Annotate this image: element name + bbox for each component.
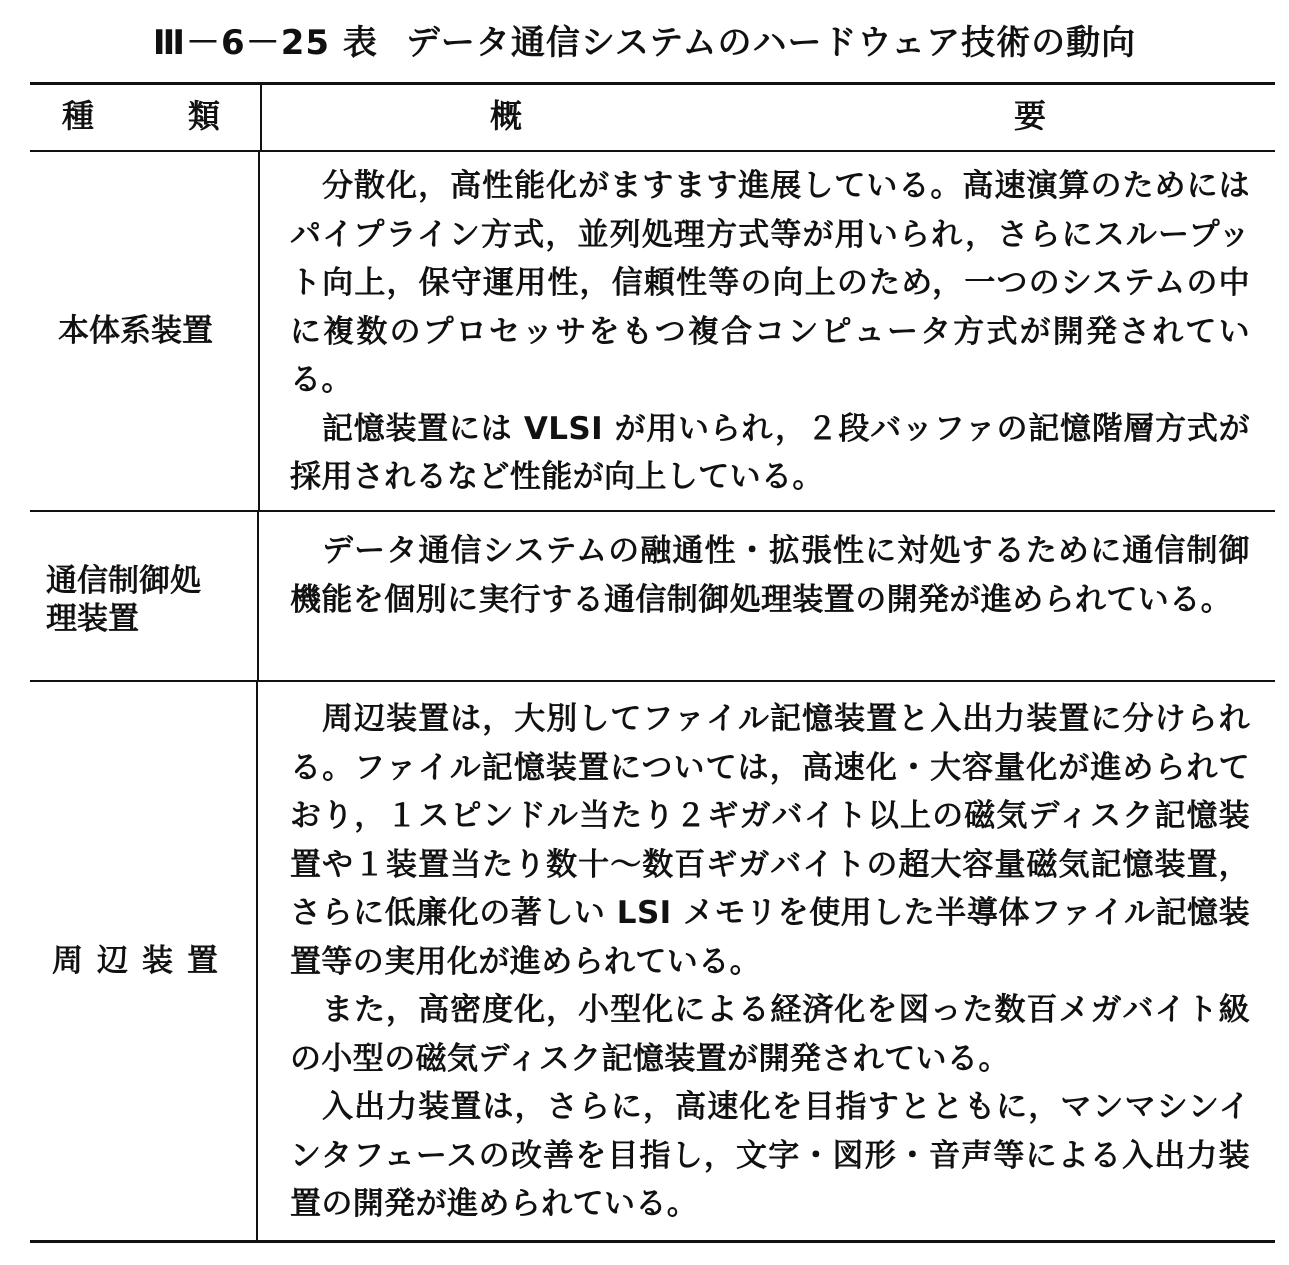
description-paragraph: 分散化，高性能化がますます進展している。高速演算のためにはパイプライン方式，並列処理方式等が用いられ，さらにスループット向上，保守運用性，信頼性等の向上のため，一つのシステムの中に複数のプロセッサをもつ複合コンピュータ方式が開発されている。 [290, 168, 1250, 398]
header-summary-2: 要 [1014, 97, 1047, 135]
column-separator [258, 152, 260, 510]
category-cell: 通信制御処理装置 [46, 563, 201, 637]
table-title [0, 18, 1289, 68]
description-cell [290, 527, 1250, 624]
description-paragraph: 入出力装置は，さらに，高速化を目指すとともに，マンマシンインタフェースの改善を目指し，文字・図形・音声等による入出力装置の開発が進められている。 [290, 1089, 1250, 1222]
description-paragraph: また，高密度化，小型化による経済化を図った数百メガバイト級の小型の磁気ディスク記憶装置が開発されている。 [290, 992, 1250, 1077]
table-title-text: データ通信システムのハードウェア技術の動向 [405, 23, 1137, 63]
category-cell: 本体系装置 [58, 313, 213, 349]
header-type-2: 類 [188, 97, 221, 135]
description-paragraph: データ通信システムの融通性・拡張性に対処するために通信制御機能を個別に実行する通信制御処理装置の開発が進められている。 [290, 533, 1250, 618]
description-cell [290, 695, 1250, 1229]
column-separator [260, 84, 262, 152]
header-summary-1: 概 [490, 97, 523, 135]
category-cell: 周辺装置 [52, 943, 232, 979]
table-number: Ⅲ－6－25 表 [152, 23, 378, 63]
row-divider-2 [30, 680, 1275, 682]
column-separator [257, 512, 259, 680]
description-paragraph: 周辺装置は，大別してファイル記憶装置と入出力装置に分けられる。ファイル記憶装置については，高速化・大容量化が進められており，１スピンドル当たり２ギガバイト以上の磁気ディスク記憶装置や１装置当たり数十～数百ギガバイトの超大容量磁気記憶装置，さらに低廉化の著しい LSI メモリを使用した半導体ファイル記憶装置等の実用化が進められている。 [290, 701, 1250, 980]
header-rule [30, 150, 1275, 152]
column-separator [256, 682, 258, 1240]
description-cell [290, 162, 1250, 502]
description-paragraph: 記憶装置には VLSI が用いられ，２段バッファの記憶階層方式が採用されるなど性能が向上している。 [290, 410, 1250, 495]
header-type-1: 種 [62, 97, 95, 135]
bottom-rule [30, 1240, 1275, 1243]
row-divider-1 [30, 510, 1275, 512]
